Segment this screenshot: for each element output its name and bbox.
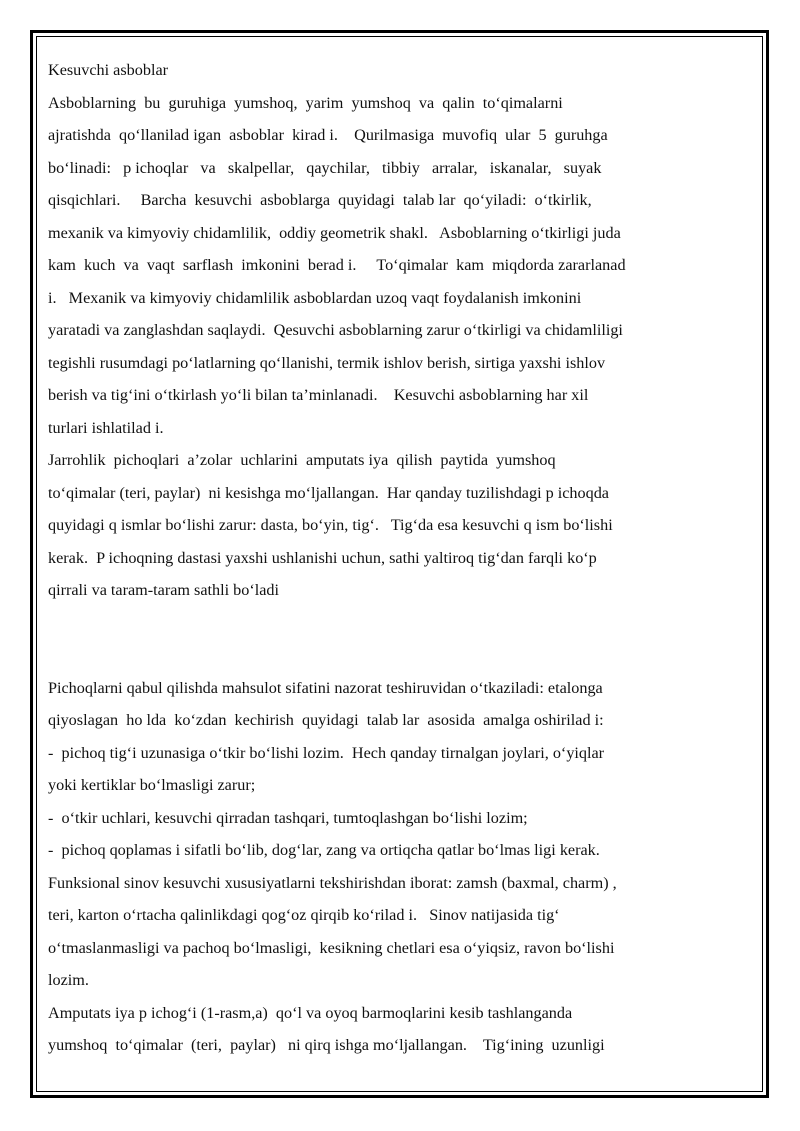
text-line: i. Mexanik va kimyoviy chidamlilik asboblardan uzoq vaqt foydalanish imkonini bbox=[48, 288, 582, 307]
list-item: - o‘tkir uchlari, kesuvchi qirradan tashqari, tumtoqlashgan bo‘lishi lozim; bbox=[48, 808, 528, 827]
text-line: berish va tig‘ini o‘tkirlash yo‘li bilan ta’minlanadi. Kesuvchi asboblarning har xil bbox=[48, 386, 589, 404]
heading-cutting-instruments: Kesuvchi asboblar bbox=[48, 61, 169, 79]
section-knife-inspection bbox=[48, 672, 726, 1062]
text-line: Pichoqlarni qabul qilishda mahsulot sifatini nazorat teshiruvidan o‘tkaziladi: etalonga bbox=[48, 678, 603, 697]
text-line: kam kuch va vaqt sarflash imkonini berad i. To‘qimalar kam miqdorda zararlanad bbox=[48, 256, 626, 274]
text-line: yoki kertiklar bo‘lmasligi zarur; bbox=[48, 776, 256, 794]
text-line: yumshoq to‘qimalar (teri, paylar) ni qirq ishga mo‘ljallangan. Tig‘ining uzunligi bbox=[48, 1036, 605, 1054]
section-cutting-instruments bbox=[48, 54, 726, 607]
text-line: qisqichlari. Barcha kesuvchi asboblarga quyidagi talab lar qo‘yiladi: o‘tkirlik, bbox=[48, 191, 592, 209]
text-line: tegishli rusumdagi po‘latlarning qo‘llanishi, termik ishlov berish, sirtiga yaxshi ishlov bbox=[48, 353, 606, 372]
list-item: - pichoq qoplamas i sifatli bo‘lib, dog‘lar, zang va ortiqcha qatlar bo‘lmas ligi kerak. bbox=[48, 841, 600, 859]
text-line: kerak. P ichoqning dastasi yaxshi ushlanishi uchun, sathi yaltiroq tig‘dan farqli ko‘p bbox=[48, 548, 597, 567]
text-line: Jarrohlik pichoqlari a’zolar uchlarini amputats iya qilish paytida yumshoq bbox=[48, 451, 556, 469]
text-line: Asboblarning bu guruhiga yumshoq, yarim yumshoq va qalin to‘qimalarni bbox=[48, 93, 563, 112]
list-item: - pichoq tig‘i uzunasiga o‘tkir bo‘lishi lozim. Hech qanday tirnalgan joylari, o‘yiqlar bbox=[48, 743, 605, 762]
text-line: mexanik va kimyoviy chidamlilik, oddiy geometrik shakl. Asboblarning o‘tkirligi juda bbox=[48, 223, 621, 242]
text-line: Funksional sinov kesuvchi xususiyatlarni tekshirishdan iborat: zamsh (baxmal, charm) , bbox=[48, 873, 617, 892]
text-line: quyidagi q ismlar bo‘lishi zarur: dasta, bo‘yin, tig‘. Tig‘da esa kesuvchi q ism bo‘lishi bbox=[48, 516, 613, 534]
text-line: Amputats iya p ichog‘i (1-rasm,a) qo‘l va oyoq barmoqlarini kesib tashlanganda bbox=[48, 1003, 573, 1022]
text-line: qiyoslagan ho lda ko‘zdan kechirish quyidagi talab lar asosida amalga oshirilad i: bbox=[48, 711, 604, 729]
text-line: teri, karton o‘rtacha qalinlikdagi qog‘oz qirqib ko‘rilad i. Sinov natijasida tig‘ bbox=[48, 906, 560, 924]
paragraph-gap bbox=[48, 607, 726, 672]
document-body bbox=[48, 54, 726, 1062]
text-line: o‘tmaslanmasligi va pachoq bo‘lmasligi, kesikning chetlari esa o‘yiqsiz, ravon bo‘lishi bbox=[48, 938, 615, 957]
text-line: bo‘linadi: p ichoqlar va skalpellar, qaychilar, tibbiy arralar, iskanalar, suyak bbox=[48, 158, 602, 177]
text-line: ajratishda qo‘llanilad igan asboblar kirad i. Qurilmasiga muvofiq ular 5 guruhga bbox=[48, 126, 608, 144]
text-line: lozim. bbox=[48, 971, 89, 989]
text-line: turlari ishlatilad i. bbox=[48, 418, 164, 437]
text-line: qirrali va taram-taram sathli bo‘ladi bbox=[48, 581, 280, 599]
text-line: yaratadi va zanglashdan saqlaydi. Qesuvchi asboblarning zarur o‘tkirligi va chidamliligi bbox=[48, 321, 623, 339]
text-line: to‘qimalar (teri, paylar) ni kesishga mo‘ljallangan. Har qanday tuzilishdagi p ichoqda bbox=[48, 483, 609, 502]
